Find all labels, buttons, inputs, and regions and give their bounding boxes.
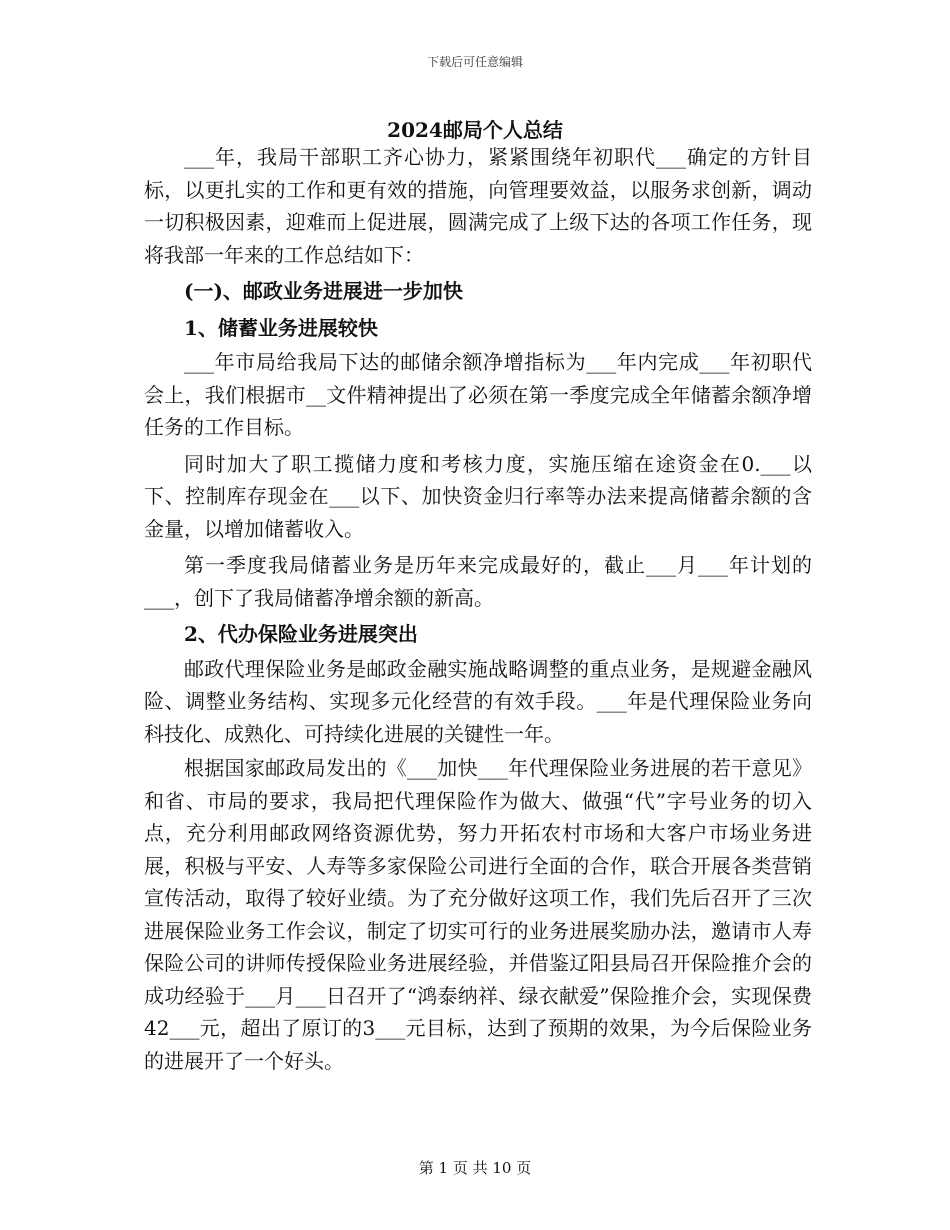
subsection-heading-savings: 1、储蓄业务进展较快: [184, 315, 378, 340]
page-header-note: 下载后可任意编辑: [426, 55, 523, 69]
paragraph-savings-result: 第一季度我局储蓄业务是历年来完成最好的，截止___月___年计划的___，创下了我局储蓄净增余额的新高。: [144, 553, 812, 610]
paragraph-savings-target: ___年市局给我局下达的邮储余额净增指标为___年内完成___年初职代会上，我们根据市__文件精神提出了必须在第一季度完成全年储蓄余额净增任务的工作目标。: [144, 350, 812, 439]
document-body: [144, 141, 812, 1077]
paragraph-savings-measures: 同时加大了职工揽储力度和考核力度，实施压缩在途资金在0.___以下、控制库存现金在___以下、加快资金归行率等办法来提高储蓄余额的含金量，以增加储蓄收入。: [144, 451, 812, 541]
paragraph-intro: ___年，我局干部职工齐心协力，紧紧围绕年初职代___确定的方针目标，以更扎实的工作和更有效的措施，向管理要效益，以服务求创新，调动一切积极因素，迎难而上促进展，圆满完成了上级下达的各项工作任务，现将我部一年来的工作总结如下：: [144, 145, 812, 267]
paragraph-insurance-details: 根据国家邮政局发出的《___加快___年代理保险业务进展的若干意见》和省、市局的要求，我局把代理保险作为做大、做强“代”字号业务的切入点，充分利用邮政网络资源优势，努力开拓农村市场和大客户市场业务进展，积极与平安、人寿等多家保险公司进行全面的合作，联合开展各类营销宣传活动，取得了较好业绩。为了充分做好这项工作，我们先后召开了三次进展保险业务工作会议，制定了切实可行的业务进展奖励办法，邀请市人寿保险公司的讲师传授保险业务进展经验，并借鉴辽阳县局召开保险推介会的成功经验于___月___日召开了“鸿泰纳祥、绿衣献爱”保险推介会，实现保费42___元，超出了原订的3___元目标，达到了预期的效果，为今后保险业务的进展开了一个好头。: [144, 756, 812, 1073]
page-number-footer: 第 1 页 共 10 页: [418, 1159, 532, 1177]
section-heading-1: (一)、邮政业务进展进一步加快: [184, 279, 463, 303]
subsection-heading-insurance: 2、代办保险业务进展突出: [184, 622, 418, 646]
paragraph-insurance-intro: 邮政代理保险业务是邮政金融实施战略调整的重点业务，是规避金融风险、调整业务结构、实现多元化经营的有效手段。___年是代理保险业务向科技化、成熟化、可持续化进展的关键性一年。: [144, 656, 812, 746]
document-title: 2024邮局个人总结: [387, 118, 563, 142]
